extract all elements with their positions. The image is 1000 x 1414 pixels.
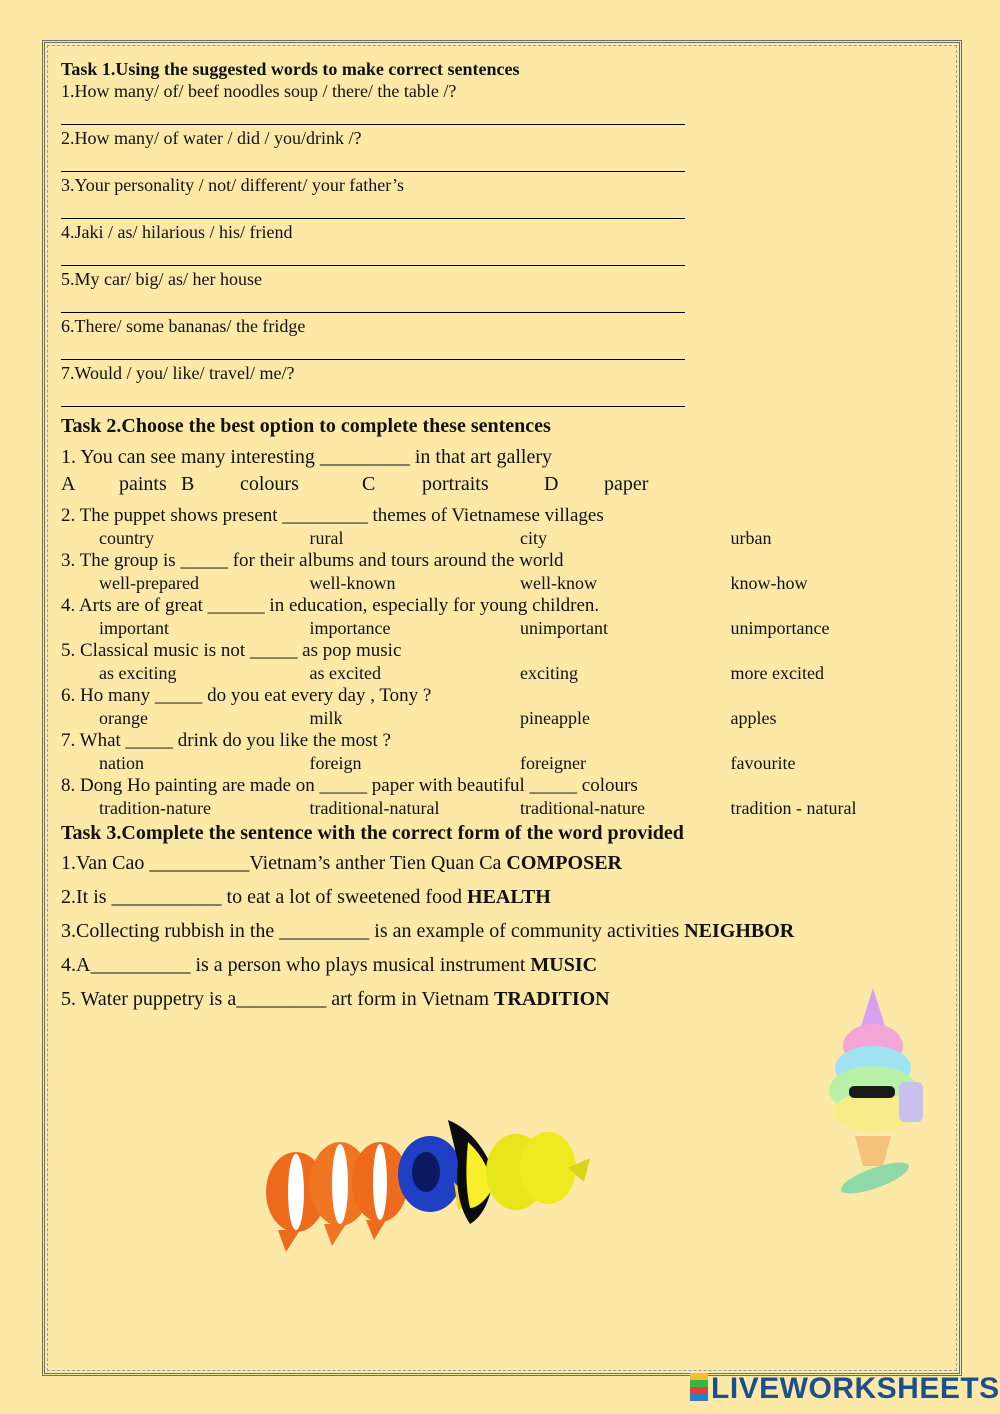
task1-item: 4.Jaki / as/ hilarious / his/ friend [61, 222, 293, 242]
task3-sentence: 2.It is ___________ to eat a lot of sweetened food [61, 886, 468, 908]
option[interactable]: important [99, 618, 169, 638]
task2-options [61, 707, 941, 730]
option-letter: B [181, 473, 195, 495]
task2-options [61, 572, 941, 595]
task2-options [61, 527, 941, 550]
task2-options [61, 662, 941, 685]
option[interactable]: well-know [520, 573, 597, 593]
task2-question: 1. You can see many interesting _________ in that art gallery [61, 446, 553, 468]
liveworksheets-mark-icon [690, 1373, 708, 1401]
worksheet-content [61, 58, 941, 1016]
task1-item: 2.How many/ of water / did / you/drink /? [61, 128, 362, 148]
option[interactable]: paper [604, 473, 649, 495]
task3-item [61, 982, 941, 1016]
task3-sentence: 4.A__________ is a person who plays musical instrument [61, 954, 531, 976]
task3-sentence: 5. Water puppetry is a_________ art form in Vietnam [61, 988, 495, 1010]
option[interactable]: milk [309, 708, 343, 728]
option[interactable]: favourite [730, 753, 796, 773]
option[interactable]: as exciting [99, 663, 177, 683]
option[interactable]: well-known [309, 573, 396, 593]
task2-question: 2. The puppet shows present _________ themes of Vietnamese villages [61, 505, 604, 526]
option[interactable]: nation [99, 753, 144, 773]
task3-keyword: TRADITION [494, 988, 610, 1010]
task1-answer-line[interactable] [61, 196, 685, 219]
option[interactable]: country [99, 528, 154, 548]
task2-question: 7. What _____ drink do you like the most ? [61, 730, 391, 751]
option[interactable]: city [520, 528, 547, 548]
task2-options [61, 617, 941, 640]
option[interactable]: tradition-nature [99, 798, 211, 818]
task1-item: 6.There/ some bananas/ the fridge [61, 316, 306, 336]
option[interactable]: unimportant [520, 618, 608, 638]
task2-options [61, 797, 941, 820]
task3-keyword: NEIGHBOR [684, 920, 795, 942]
ice-cream-character-illustration [815, 986, 935, 1196]
task3-sentence: 1.Van Cao __________Vietnam’s anther Tien Quan Ca [61, 852, 507, 874]
task3-keyword: MUSIC [530, 954, 598, 976]
option[interactable]: colours [240, 473, 299, 495]
task1-answer-line[interactable] [61, 290, 685, 313]
option[interactable]: as excited [309, 663, 381, 683]
option[interactable]: well-prepared [99, 573, 199, 593]
task3-keyword: HEALTH [467, 886, 551, 908]
liveworksheets-logo [690, 1372, 1000, 1406]
task1-title: Task 1.Using the suggested words to make correct sentences [61, 59, 520, 79]
task3-title: Task 3.Complete the sentence with the correct form of the word provided [61, 822, 684, 844]
task3-item [61, 914, 941, 948]
logo-text: LIVEWORKSHEETS [711, 1372, 1000, 1405]
option[interactable]: tradition - natural [730, 798, 857, 818]
task2-options [61, 752, 941, 775]
task3-item [61, 880, 941, 914]
task1-list [61, 80, 941, 407]
option[interactable]: pineapple [520, 708, 590, 728]
task3-sentence: 3.Collecting rubbish in the _________ is an example of community activities [61, 920, 685, 942]
option[interactable]: foreign [309, 753, 362, 773]
option[interactable]: orange [99, 708, 148, 728]
task3-item [61, 948, 941, 982]
task1-item: 5.My car/ big/ as/ her house [61, 269, 262, 289]
option[interactable]: importance [309, 618, 391, 638]
option-letter: A [61, 473, 76, 495]
option[interactable]: more excited [730, 663, 824, 683]
task1-item: 7.Would / you/ like/ travel/ me/? [61, 363, 295, 383]
clownfish-icon [266, 1142, 408, 1252]
task2-q1-options [61, 471, 941, 497]
task2-question: 6. Ho many _____ do you eat every day , Tony ? [61, 685, 432, 706]
option-letter: C [362, 473, 376, 495]
option[interactable]: apples [730, 708, 777, 728]
option[interactable]: foreigner [520, 753, 586, 773]
task2-question: 5. Classical music is not _____ as pop music [61, 640, 402, 661]
task1-answer-line[interactable] [61, 149, 685, 172]
task3-item [61, 846, 941, 880]
task1-item: 3.Your personality / not/ different/ your father’s [61, 175, 404, 195]
option[interactable]: traditional-nature [520, 798, 645, 818]
option[interactable]: traditional-natural [309, 798, 440, 818]
fish-illustration [258, 1112, 598, 1262]
task1-item: 1.How many/ of/ beef noodles soup / there/ the table /? [61, 81, 457, 101]
option-letter: D [544, 473, 559, 495]
task1-answer-line[interactable] [61, 243, 685, 266]
task1-answer-line[interactable] [61, 102, 685, 125]
task2-title: Task 2.Choose the best option to complete these sentences [61, 415, 551, 437]
option[interactable]: urban [730, 528, 772, 548]
option[interactable]: rural [309, 528, 344, 548]
option[interactable]: portraits [422, 473, 489, 495]
option[interactable]: know-how [730, 573, 808, 593]
option[interactable]: exciting [520, 663, 578, 683]
option[interactable]: unimportance [730, 618, 830, 638]
task2-question: 8. Dong Ho painting are made on _____ paper with beautiful _____ colours [61, 775, 638, 796]
task3-keyword: COMPOSER [506, 852, 622, 874]
yellow-tang-icon [486, 1132, 590, 1210]
task2-question: 4. Arts are of great ______ in education, especially for young children. [61, 595, 600, 616]
task1-answer-line[interactable] [61, 337, 685, 360]
task1-answer-line[interactable] [61, 384, 685, 407]
task2-question: 3. The group is _____ for their albums and tours around the world [61, 550, 564, 571]
option[interactable]: paints [119, 473, 167, 495]
